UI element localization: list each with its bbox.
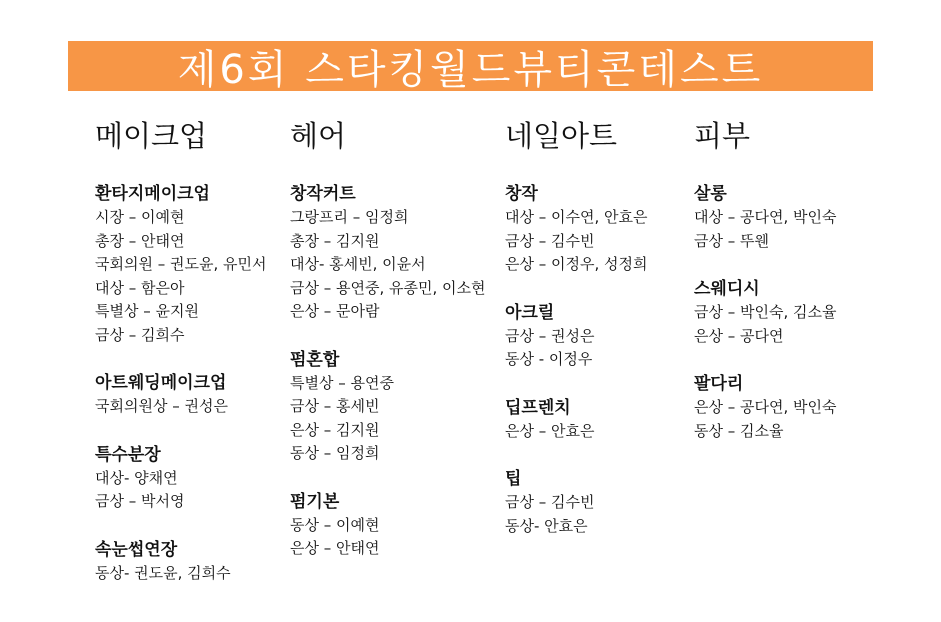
column-title: 네일아트 [505,119,618,153]
award-entry: 금상 – 용연중, 유종민, 이소현 [290,278,486,297]
award-group [290,182,486,324]
column-title: 메이크업 [95,119,208,153]
award-entry: 금상 – 홍세빈 [290,397,380,415]
award-entry: 대상 – 공다연, 박인숙 [694,208,837,226]
award-group [505,301,648,372]
category-title: 살롱 [694,184,727,204]
award-entry: 동상- 안효은 [505,516,588,535]
award-entry: 시장 – 이예현 [95,208,185,226]
column-title: 피부 [694,119,751,153]
column [505,116,648,562]
award-entry: 금상 – 김수빈 [505,231,595,250]
award-group [694,182,837,253]
award-entry: 국회의원상 – 권성은 [95,397,228,415]
award-entry: 은상 – 공다연 [694,326,784,345]
category-title: 팁 [505,469,522,489]
category-title: 아크릴 [505,302,555,323]
award-group [505,396,648,444]
award-group [95,371,266,419]
award-group [95,443,266,514]
award-entry: 은상 – 김지원 [290,420,380,439]
award-entry: 대상 – 이수연, 안효은 [505,208,648,226]
column [290,116,486,585]
title-banner [68,41,873,91]
award-group [95,182,266,347]
award-entry: 동상 - 이정우 [505,350,593,368]
column-title: 헤어 [290,119,347,153]
award-group [290,490,486,561]
award-entry: 동상- 권도윤, 김희수 [95,563,231,582]
award-entry: 동상 – 임정희 [290,444,380,462]
award-group [290,348,486,466]
category-title: 팔다리 [694,374,744,394]
award-entry: 대상- 홍세빈, 이윤서 [290,255,426,273]
page-title: 제6회 스타킹월드뷰티콘테스트 [177,46,764,93]
category-title: 환타지메이크업 [95,184,210,204]
award-entry: 은상 – 안효은 [505,421,595,440]
award-entry: 국회의원 – 권도윤, 유민서 [95,255,267,273]
column [694,116,837,467]
award-entry: 은상 – 안태연 [290,539,380,557]
category-title: 특수분장 [95,444,161,465]
award-entry: 동상 – 김소율 [694,421,784,440]
award-group [694,372,837,443]
category-title: 속눈썹연장 [95,539,178,560]
category-title: 창작커트 [290,184,356,204]
award-entry: 금상 – 김희수 [95,325,185,344]
category-title: 창작 [505,184,538,204]
column [95,116,266,609]
award-entry: 금상 – 권성은 [505,326,595,345]
category-title: 스웨디시 [694,279,760,299]
award-group [505,467,648,538]
award-entry: 은상 – 문아람 [290,302,380,320]
award-entry: 특별상 – 용연중 [290,373,394,392]
award-entry: 은상 – 이정우, 성정희 [505,255,648,273]
category-title: 펌기본 [290,491,340,512]
award-group [95,538,266,586]
award-entry: 금상 – 박인숙, 김소율 [694,303,837,321]
award-entry: 대상- 양채연 [95,468,178,487]
category-title: 딥프렌치 [505,397,571,418]
award-entry: 그랑프리 – 임정희 [290,208,409,226]
award-entry: 동상 – 이예현 [290,515,380,534]
award-entry: 은상 – 공다연, 박인숙 [694,398,837,416]
award-entry: 금상 – 뚜웬 [694,231,769,250]
award-group [505,182,648,277]
award-entry: 특별상 – 윤지원 [95,302,199,320]
award-entry: 총장 – 안태연 [95,231,185,250]
category-title: 아트웨딩메이크업 [95,373,227,393]
award-entry: 금상 – 박서영 [95,492,185,510]
award-entry: 총장 – 김지원 [290,231,380,250]
award-group [694,277,837,348]
award-entry: 금상 – 김수빈 [505,493,595,511]
category-title: 펌혼합 [290,349,340,370]
award-entry: 대상 – 함은아 [95,278,185,297]
